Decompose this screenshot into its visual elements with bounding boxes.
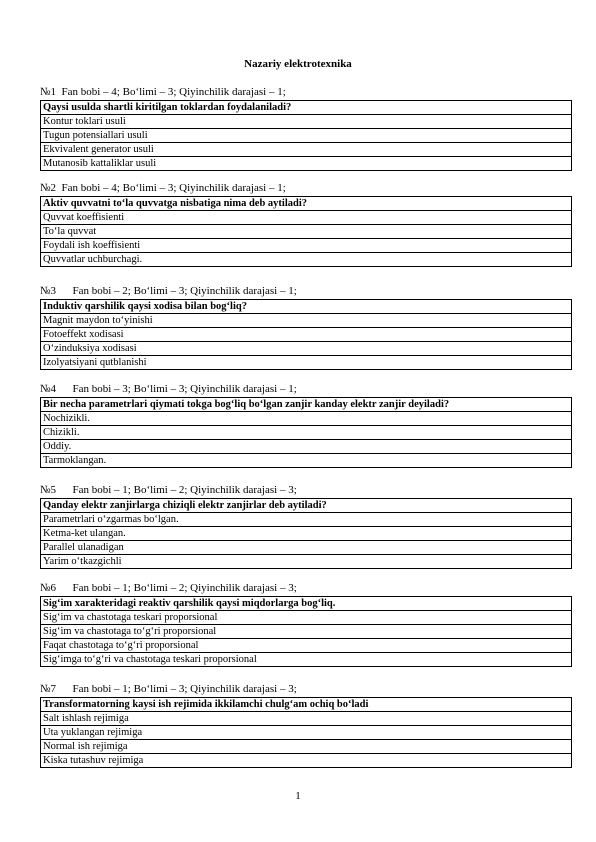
question-text: Bir necha parametrlari qiymati tokga bog‘liq bo‘lgan zanjir kanday elektr zanjir deyiladi? — [41, 398, 572, 412]
question-row — [41, 499, 572, 513]
answer-option: Normal ish rejimiga — [41, 740, 572, 754]
answer-option: Fotoeffekt xodisasi — [41, 328, 572, 342]
answer-option: Oddiy. — [41, 440, 572, 454]
answer-row — [41, 541, 572, 555]
answer-row — [41, 726, 572, 740]
answer-option: Sig‘im va chastotaga to‘g‘ri proporsional — [41, 625, 572, 639]
question-text: Induktiv qarshilik qaysi xodisa bilan bog‘liq? — [41, 300, 572, 314]
answer-option: Ekvivalent generator usuli — [41, 143, 572, 157]
answer-row — [41, 314, 572, 328]
question-table — [40, 100, 572, 171]
question-row — [41, 101, 572, 115]
question-block — [40, 683, 572, 768]
question-text: Qaysi usulda shartli kiritilgan toklardan foydalaniladi? — [41, 101, 572, 115]
question-row — [41, 398, 572, 412]
answer-row — [41, 412, 572, 426]
answer-option: Chizikli. — [41, 426, 572, 440]
question-table — [40, 196, 572, 267]
answer-option: Quvvatlar uchburchagi. — [41, 253, 572, 267]
answer-option: Magnit maydon to‘yinishi — [41, 314, 572, 328]
question-header — [40, 182, 572, 195]
question-table — [40, 498, 572, 569]
answer-option: Salt ishlash rejimiga — [41, 712, 572, 726]
page-number: 1 — [295, 790, 301, 802]
question-text: Transformatorning kaysi ish rejimida ikkilamchi chulg‘am ochiq bo‘ladi — [41, 698, 572, 712]
answer-option: To‘la quvvat — [41, 225, 572, 239]
answer-row — [41, 115, 572, 129]
question-meta: Fan bobi – 4; Bo‘limi – 3; Qiyinchilik darajasi – 1; — [61, 86, 286, 98]
answer-row — [41, 513, 572, 527]
question-block — [40, 484, 572, 569]
answer-row — [41, 527, 572, 541]
answer-row — [41, 611, 572, 625]
answer-option: Uta yuklangan rejimiga — [41, 726, 572, 740]
answer-row — [41, 143, 572, 157]
question-row — [41, 300, 572, 314]
answer-option: Tugun potensiallari usuli — [41, 129, 572, 143]
answer-option: Yarim o‘tkazgichli — [41, 555, 572, 569]
question-meta: Fan bobi – 2; Bo‘limi – 3; Qiyinchilik darajasi – 1; — [72, 285, 297, 297]
answer-row — [41, 639, 572, 653]
answer-option: Mutanosib kattaliklar usuli — [41, 157, 572, 171]
answer-row — [41, 129, 572, 143]
answer-row — [41, 653, 572, 667]
question-table — [40, 397, 572, 468]
question-block — [40, 285, 572, 370]
question-table — [40, 596, 572, 667]
answer-option: Tarmoklangan. — [41, 454, 572, 468]
question-number: №2 — [40, 182, 56, 194]
answer-row — [41, 754, 572, 768]
question-block — [40, 383, 572, 468]
answer-row — [41, 454, 572, 468]
answer-option: Izolyatsiyani qutblanishi — [41, 356, 572, 370]
answer-option: Parametrlari o‘zgarmas bo‘lgan. — [41, 513, 572, 527]
question-number: №7 — [40, 683, 56, 695]
question-row — [41, 597, 572, 611]
question-number: №3 — [40, 285, 56, 297]
question-header — [40, 285, 572, 298]
answer-option: Faqat chastotaga to‘g‘ri proporsional — [41, 639, 572, 653]
answer-row — [41, 342, 572, 356]
question-meta: Fan bobi – 1; Bo‘limi – 2; Qiyinchilik darajasi – 3; — [72, 582, 297, 594]
answer-option: Kontur toklari usuli — [41, 115, 572, 129]
answer-option: Foydali ish koeffisienti — [41, 239, 572, 253]
question-row — [41, 698, 572, 712]
answer-option: Sig‘imga to‘g‘ri va chastotaga teskari proporsional — [41, 653, 572, 667]
answer-row — [41, 356, 572, 370]
answer-row — [41, 712, 572, 726]
question-table — [40, 697, 572, 768]
answer-row — [41, 740, 572, 754]
answer-option: Kiska tutashuv rejimiga — [41, 754, 572, 768]
question-block — [40, 86, 572, 171]
answer-row — [41, 157, 572, 171]
question-number: №4 — [40, 383, 56, 395]
question-number: №1 — [40, 86, 56, 98]
question-meta: Fan bobi – 1; Bo‘limi – 3; Qiyinchilik darajasi – 3; — [72, 683, 297, 695]
answer-option: Ketma-ket ulangan. — [41, 527, 572, 541]
question-meta: Fan bobi – 1; Bo‘limi – 2; Qiyinchilik darajasi – 3; — [72, 484, 297, 496]
answer-option: Quvvat koeffisienti — [41, 211, 572, 225]
answer-row — [41, 328, 572, 342]
answer-row — [41, 253, 572, 267]
answer-row — [41, 440, 572, 454]
answer-row — [41, 555, 572, 569]
answer-option: O‘zinduksiya xodisasi — [41, 342, 572, 356]
question-text: Sig‘im xarakteridagi reaktiv qarshilik qaysi miqdorlarga bog‘liq. — [41, 597, 572, 611]
question-header — [40, 683, 572, 696]
question-meta: Fan bobi – 4; Bo‘limi – 3; Qiyinchilik darajasi – 1; — [61, 182, 286, 194]
answer-row — [41, 426, 572, 440]
question-block — [40, 582, 572, 667]
question-row — [41, 197, 572, 211]
question-text: Qanday elektr zanjirlarga chiziqli elektr zanjirlar deb aytiladi? — [41, 499, 572, 513]
question-header — [40, 383, 572, 396]
question-block — [40, 182, 572, 267]
answer-option: Nochizikli. — [41, 412, 572, 426]
question-number: №6 — [40, 582, 56, 594]
question-table — [40, 299, 572, 370]
question-number: №5 — [40, 484, 56, 496]
answer-row — [41, 225, 572, 239]
answer-option: Parallel ulanadigan — [41, 541, 572, 555]
question-header — [40, 484, 572, 497]
answer-option: Sig‘im va chastotaga teskari proporsional — [41, 611, 572, 625]
question-header — [40, 86, 572, 99]
answer-row — [41, 625, 572, 639]
question-header — [40, 582, 572, 595]
answer-row — [41, 239, 572, 253]
question-text: Aktiv quvvatni to‘la quvvatga nisbatiga nima deb aytiladi? — [41, 197, 572, 211]
question-meta: Fan bobi – 3; Bo‘limi – 3; Qiyinchilik darajasi – 1; — [72, 383, 297, 395]
answer-row — [41, 211, 572, 225]
page-title: Nazariy elektrotexnika — [244, 58, 352, 70]
